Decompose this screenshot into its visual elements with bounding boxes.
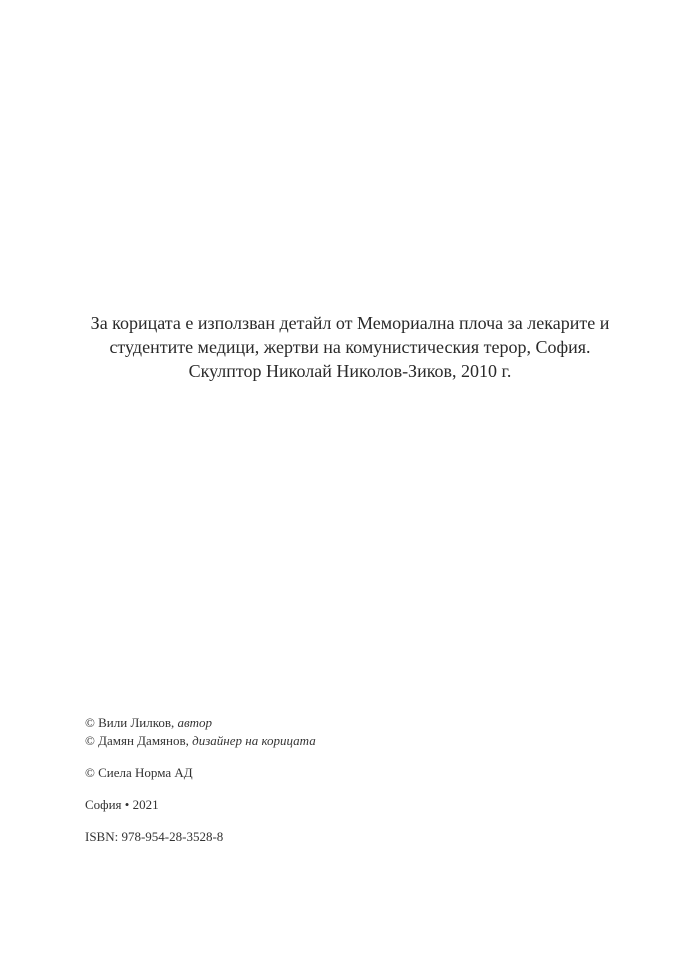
- isbn: ISBN: 978-954-28-3528-8: [85, 829, 224, 844]
- cover-credit-note: [0, 311, 700, 383]
- cover-note-line-1: За корицата е използван детайл от Мемориална плоча за лекарите и: [90, 313, 610, 333]
- copyright-imprint: [85, 714, 316, 846]
- publisher-credit: © Сиела Норма АД: [85, 765, 193, 780]
- cover-designer-credit-role: дизайнер на корицата: [192, 733, 316, 748]
- cover-note-line-3: Скулптор Николай Николов-Зиков, 2010 г.: [188, 361, 512, 381]
- cover-designer-credit: [85, 732, 316, 750]
- author-credit: [85, 714, 316, 732]
- author-credit-name: © Вили Лилков,: [85, 715, 178, 730]
- place-and-year: София • 2021: [85, 797, 159, 812]
- cover-note-line-2: студентите медици, жертви на комунистическия терор, София.: [109, 337, 591, 357]
- cover-designer-credit-name: © Дамян Дамянов,: [85, 733, 193, 748]
- author-credit-role: автор: [177, 715, 213, 730]
